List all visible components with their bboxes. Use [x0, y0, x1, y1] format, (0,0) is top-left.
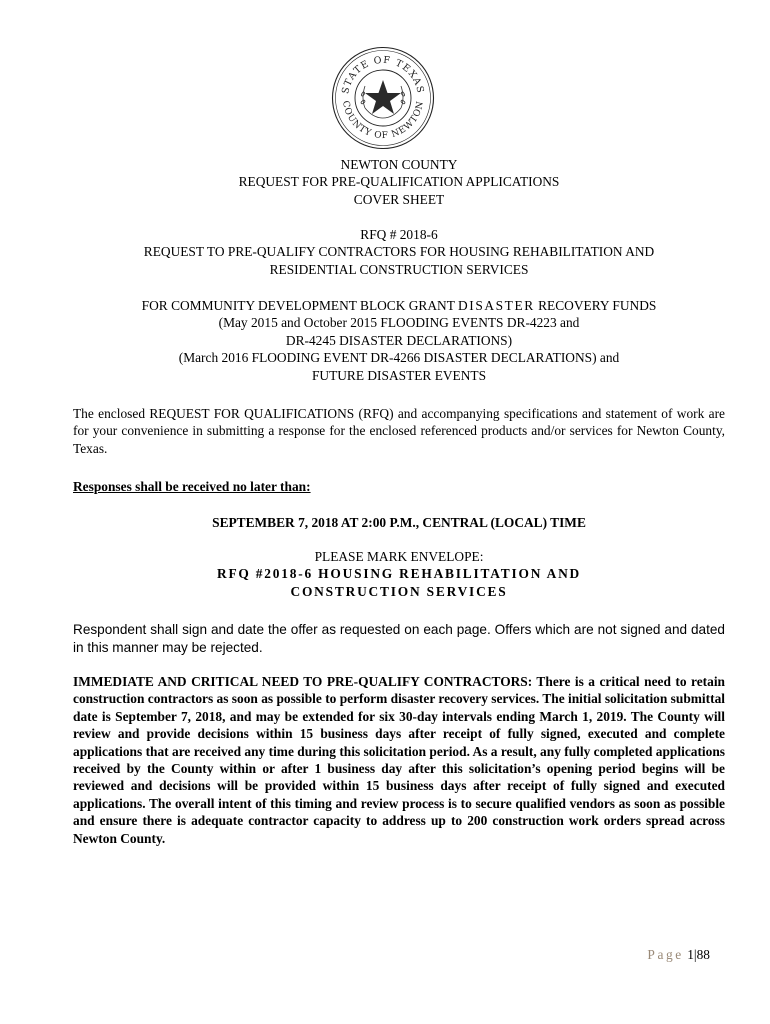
- funding-line-1-disaster: DISASTER: [457, 298, 535, 313]
- page-separator: |: [693, 947, 697, 962]
- rfq-title-line-2: RESIDENTIAL CONSTRUCTION SERVICES: [269, 261, 529, 277]
- envelope-line-1: [73, 565, 725, 582]
- document-type: REQUEST FOR PRE-QUALIFICATION APPLICATIONS: [238, 174, 560, 190]
- envelope-label: PLEASE MARK ENVELOPE:: [314, 549, 484, 564]
- funding-line-3: DR-4245 DISASTER DECLARATIONS): [285, 332, 513, 348]
- header-block: [73, 156, 725, 208]
- deadline-datetime: SEPTEMBER 7, 2018 AT 2:00 P.M., CENTRAL (LOCAL) TIME: [212, 515, 586, 530]
- rfq-title-block: [73, 226, 725, 278]
- funding-line-5: FUTURE DISASTER EVENTS: [311, 367, 487, 383]
- seal-top-text: STATE OF TEXAS: [340, 54, 426, 95]
- rfq-title-line-1: REQUEST TO PRE-QUALIFY CONTRACTORS FOR HOUSING REHABILITATION AND: [143, 244, 655, 260]
- funding-line-1-a: FOR COMMUNITY DEVELOPMENT BLOCK GRANT: [141, 298, 458, 313]
- page-footer: [647, 947, 710, 963]
- envelope-line-1-title: HOUSING REHABILITATION AND: [313, 566, 582, 582]
- county-seal: [331, 46, 435, 150]
- star-icon: [365, 80, 401, 114]
- funding-line-2: (May 2015 and October 2015 FLOODING EVENTS DR-4223 and: [218, 315, 580, 331]
- funding-line-1: [73, 297, 725, 314]
- intro-paragraph: The enclosed REQUEST FOR QUALIFICATIONS (RFQ) and accompanying specifications and statement of work are for your convenience in submitting a response for the enclosed referenced products and/or services for Newton County, Texas.: [73, 406, 725, 456]
- seal-bottom-text: COUNTY OF NEWTON: [339, 99, 427, 142]
- funding-block: [73, 297, 725, 384]
- rfq-number: RFQ # 2018-6: [360, 227, 438, 242]
- county-name: NEWTON COUNTY: [340, 157, 458, 172]
- envelope-line-2: CONSTRUCTION SERVICES: [290, 583, 508, 599]
- total-pages: 88: [696, 947, 710, 962]
- deadline-heading-text: Responses shall be received no later than:: [73, 479, 311, 494]
- cover-sheet-label: COVER SHEET: [353, 191, 445, 207]
- respondent-note: Respondent shall sign and date the offer as requested on each page. Offers which are not signed and dated in this manner may be rejected.: [73, 622, 725, 655]
- funding-line-1-c: RECOVERY FUNDS: [534, 298, 657, 313]
- deadline-heading: [73, 478, 725, 495]
- funding-line-4: (March 2016 FLOODING EVENT DR-4266 DISASTER DECLARATIONS) and: [178, 350, 620, 366]
- current-page: 1: [687, 947, 694, 962]
- envelope-rfq-number: RFQ #2018-6: [216, 566, 314, 582]
- envelope-block: [73, 548, 725, 600]
- page-word: Page: [647, 947, 684, 962]
- critical-need-paragraph: IMMEDIATE AND CRITICAL NEED TO PRE-QUALIFY CONTRACTORS: There is a critical need to retain construction contractors as soon as possible to perform disaster recovery services. The initial solicitation submittal date is September 7, 2018, and may be extended for six 30-day intervals ending March 1, 2019. The County will review and provide decisions within 15 business days after receipt of fully signed, executed and complete applications that are received any time during this solicitation period. As a result, any fully completed applications received by the County within or after 1 business day after this solicitation’s opening period begins will be reviewed and decisions will be provided within 15 business days after receipt of fully signed and executed applications. The overall intent of this timing and review process is to secure qualified vendors as soon as possible and ensure there is adequate contractor capacity to address up to 200 construction work orders spread across Newton County.: [73, 674, 725, 846]
